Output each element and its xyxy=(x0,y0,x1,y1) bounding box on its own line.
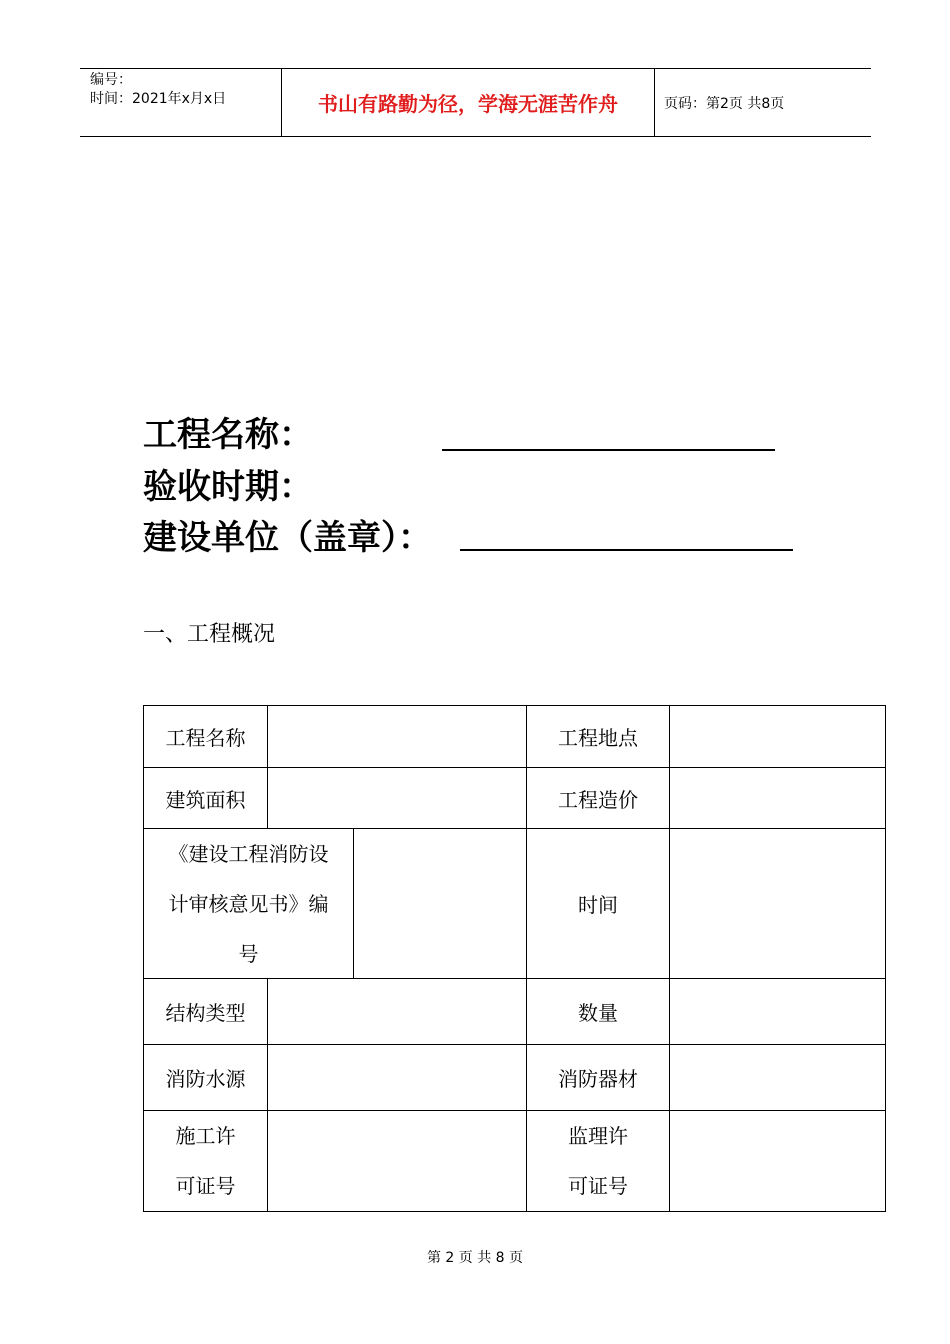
construction-unit-underline[interactable] xyxy=(460,549,793,551)
value-building-area[interactable] xyxy=(267,767,527,829)
label-supervision-permit: 监理许 可证号 xyxy=(526,1110,670,1212)
construction-unit-field-label: 建设单位（盖章）： xyxy=(143,518,432,558)
value-construction-permit[interactable] xyxy=(267,1110,527,1212)
label-review-opinion-number: 《建设工程消防设 计审核意见书》编 号 xyxy=(143,828,354,979)
project-name-underline[interactable] xyxy=(442,449,775,451)
value-structure-type[interactable] xyxy=(267,978,527,1045)
value-fire-equipment[interactable] xyxy=(669,1044,886,1111)
value-time[interactable] xyxy=(669,828,886,979)
value-fire-water-source[interactable] xyxy=(267,1044,527,1111)
project-overview-table xyxy=(143,705,886,1212)
header-bottom-rule xyxy=(80,136,871,137)
header-divider-right xyxy=(654,68,655,136)
section-title: 一、工程概况 xyxy=(143,622,276,647)
acceptance-period-field-label: 验收时期： xyxy=(143,467,313,507)
value-supervision-permit[interactable] xyxy=(669,1110,886,1212)
label-project-name: 工程名称 xyxy=(143,705,268,768)
label-structure-type: 结构类型 xyxy=(143,978,268,1045)
project-name-field-label: 工程名称： xyxy=(143,415,313,455)
value-quantity[interactable] xyxy=(669,978,886,1045)
label-quantity: 数量 xyxy=(526,978,670,1045)
label-fire-equipment: 消防器材 xyxy=(526,1044,670,1111)
header-page-info: 页码：第2页 共8页 xyxy=(664,96,785,112)
label-building-area: 建筑面积 xyxy=(143,767,268,829)
label-time: 时间 xyxy=(526,828,670,979)
header-meta xyxy=(90,71,226,109)
header-motto: 书山有路勤为径，学海无涯苦作舟 xyxy=(318,91,618,116)
label-fire-water-source: 消防水源 xyxy=(143,1044,268,1111)
value-project-cost[interactable] xyxy=(669,767,886,829)
doc-time-label: 时间：2021年x月x日 xyxy=(90,91,227,107)
label-construction-permit: 施工许 可证号 xyxy=(143,1110,268,1212)
page-footer: 第 2 页 共 8 页 xyxy=(426,1250,524,1266)
value-review-opinion-number[interactable] xyxy=(353,828,527,979)
doc-number-label: 编号： xyxy=(90,72,132,88)
label-project-cost: 工程造价 xyxy=(526,767,670,829)
label-project-location: 工程地点 xyxy=(526,705,670,768)
value-project-location[interactable] xyxy=(669,705,886,768)
value-project-name[interactable] xyxy=(267,705,527,768)
